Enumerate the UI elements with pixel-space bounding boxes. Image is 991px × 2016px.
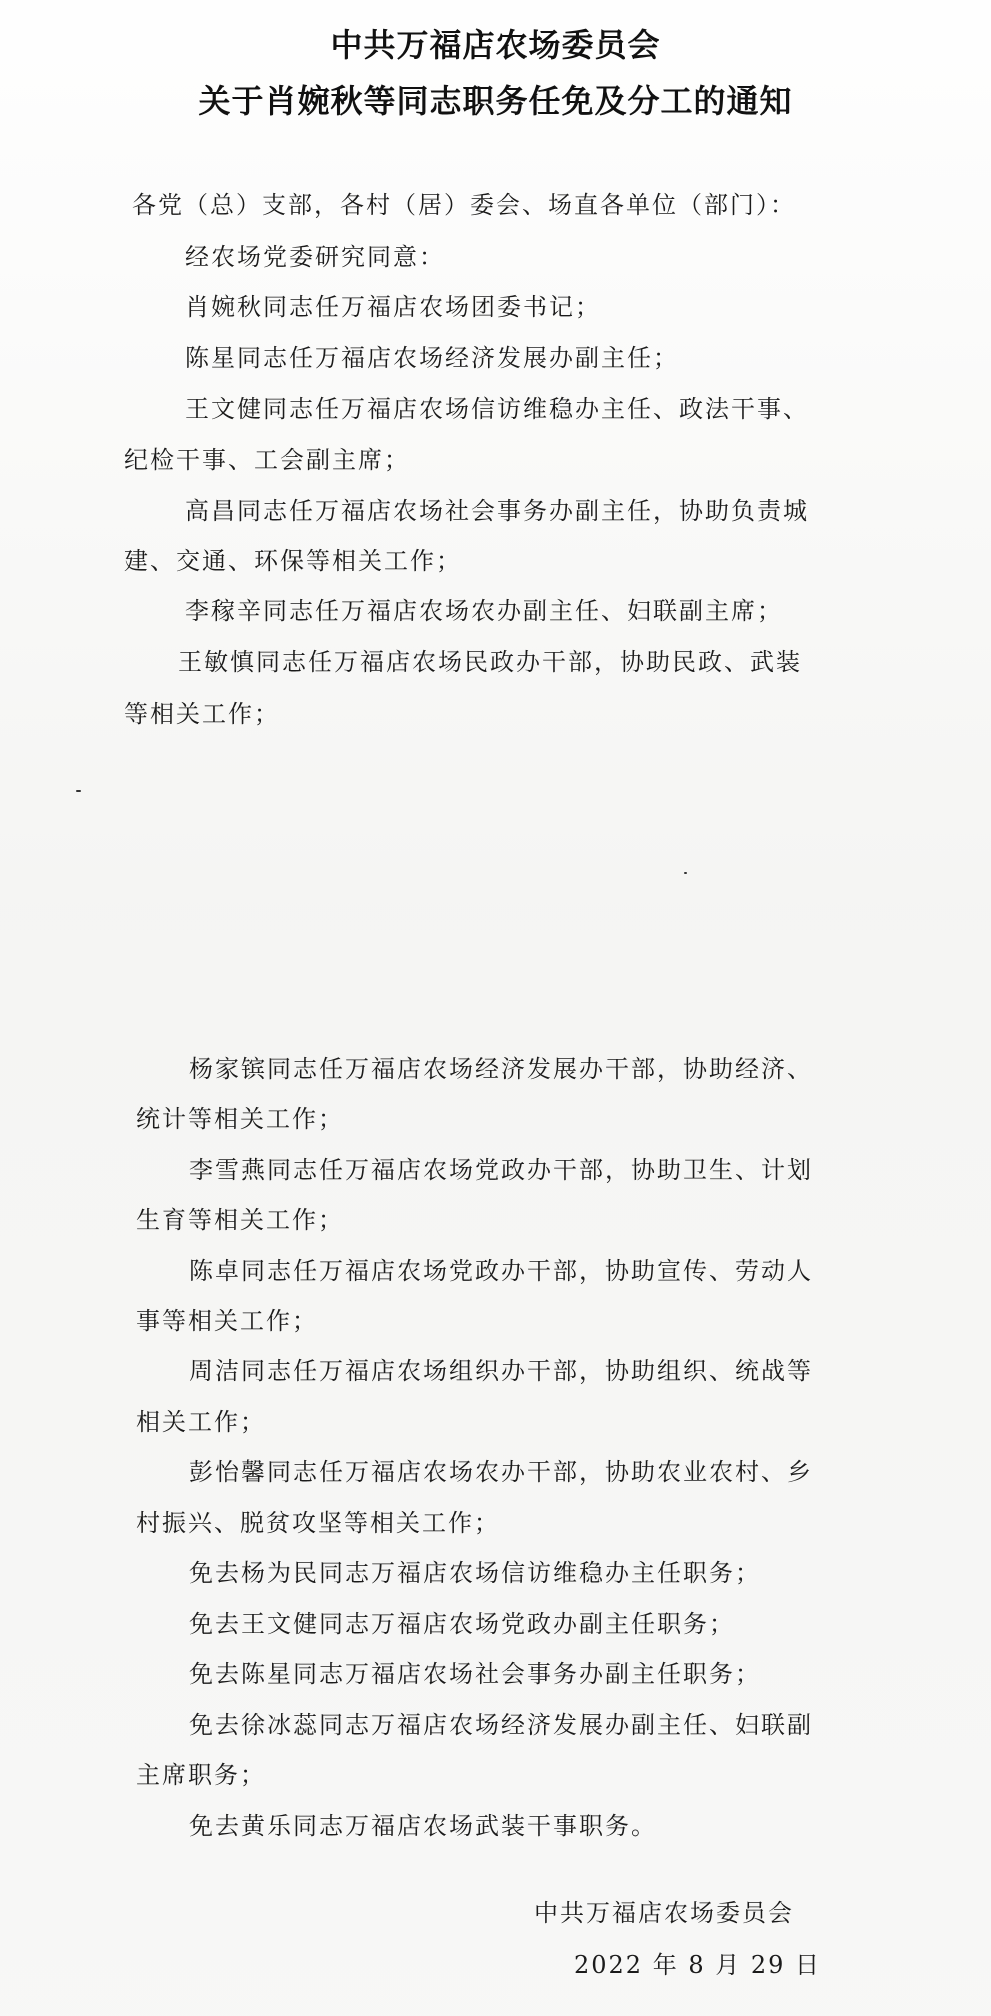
- body-line: 肖婉秋同志任万福店农场团委书记；: [185, 293, 601, 321]
- body-line: 陈卓同志任万福店农场党政办干部，协助宣传、劳动人: [189, 1257, 813, 1285]
- signature-organization: 中共万福店农场委员会: [534, 1899, 794, 1927]
- body-line: 事等相关工作；: [136, 1307, 318, 1335]
- body-line: 杨家镔同志任万福店农场经济发展办干部，协助经济、: [189, 1055, 813, 1083]
- body-line: 免去黄乐同志万福店农场武装干事职务。: [189, 1812, 657, 1840]
- body-line: 王文健同志任万福店农场信访维稳办主任、政法干事、: [185, 395, 809, 423]
- body-line: 李稼辛同志任万福店农场农办副主任、妇联副主席；: [185, 597, 783, 625]
- body-line: 免去王文健同志万福店农场党政办副主任职务；: [189, 1610, 735, 1638]
- body-line: 高昌同志任万福店农场社会事务办副主任，协助负责城: [185, 497, 809, 525]
- body-line: 周洁同志任万福店农场组织办干部，协助组织、统战等: [189, 1357, 813, 1385]
- document-title-line-1: 中共万福店农场委员会: [330, 26, 661, 64]
- body-line: 等相关工作；: [124, 700, 280, 728]
- scan-speck: [684, 872, 687, 874]
- signature-date: 2022 年 8 月 29 日: [574, 1951, 822, 1979]
- body-line: 李雪燕同志任万福店农场党政办干部，协助卫生、计划: [189, 1156, 813, 1184]
- body-line: 纪检干事、工会副主席；: [124, 446, 410, 474]
- salutation: 各党（总）支部，各村（居）委会、场直各单位（部门）：: [132, 191, 796, 219]
- body-line: 主席职务；: [136, 1761, 266, 1789]
- body-line: 统计等相关工作；: [136, 1105, 344, 1133]
- scan-speck: [76, 790, 81, 792]
- body-line: 村振兴、脱贫攻坚等相关工作；: [136, 1509, 500, 1537]
- body-line: 王敏慎同志任万福店农场民政办干部，协助民政、武装: [178, 648, 802, 676]
- body-line: 相关工作；: [136, 1408, 266, 1436]
- body-line: 经农场党委研究同意：: [185, 243, 445, 271]
- body-line: 生育等相关工作；: [136, 1206, 344, 1234]
- body-line: 免去陈星同志万福店农场社会事务办副主任职务；: [189, 1660, 761, 1688]
- body-line: 建、交通、环保等相关工作；: [124, 547, 462, 575]
- body-line: 免去杨为民同志万福店农场信访维稳办主任职务；: [189, 1559, 761, 1587]
- body-line: 陈星同志任万福店农场经济发展办副主任；: [185, 344, 679, 372]
- body-line: 免去徐冰蕊同志万福店农场经济发展办副主任、妇联副: [189, 1711, 813, 1739]
- document-title-line-2: 关于肖婉秋等同志职务任免及分工的通知: [198, 82, 793, 120]
- body-line: 彭怡馨同志任万福店农场农办干部，协助农业农村、乡: [189, 1458, 813, 1486]
